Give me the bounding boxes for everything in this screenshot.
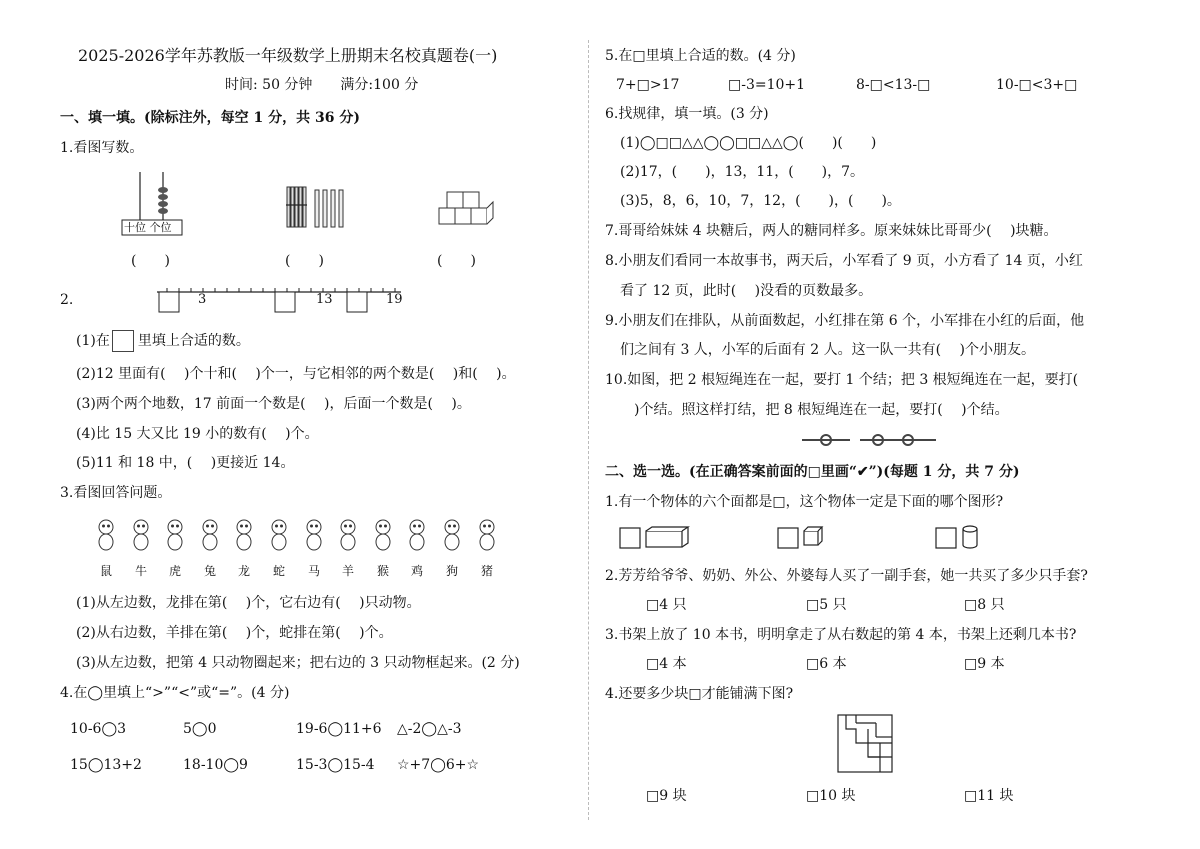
animal-name: 牛: [134, 564, 147, 578]
animal-name: 猪: [480, 564, 493, 578]
q4-r2-2: 18-10◯9: [183, 757, 248, 773]
q4-r1-1: 10-6◯3: [70, 721, 127, 737]
q4-r1-3: 19-6◯11+6: [296, 721, 382, 737]
animal-figure[interactable]: [440, 518, 464, 552]
q8-line-2: 看了 12 页，此时( )没看的页数最多。: [620, 283, 873, 299]
q3-item-2: (2)从右边数，羊排在第( )个，蛇排在第( )个。: [76, 625, 393, 641]
q9-line-2: 们之间有 3 人，小军的后面有 2 人。这一队一共有( )个小朋友。: [620, 342, 1035, 358]
q5-item-1: 7+□>17: [616, 77, 680, 93]
q1-answer-blank-1[interactable]: ( ): [131, 253, 170, 269]
animal-figure[interactable]: [163, 518, 187, 552]
option-c-checkbox: [936, 528, 956, 548]
section2-heading: 二、选一选。(在正确答案前面的□里画“✔”)(每题 1 分，共 7 分): [605, 464, 1020, 480]
column-divider: [588, 40, 589, 820]
animal-figure[interactable]: [94, 518, 118, 552]
q4-r2-3: 15-3◯15-4: [296, 757, 375, 773]
page-title: 2025-2026学年苏教版一年级数学上册期末名校真题卷(一): [78, 46, 498, 65]
q2-item-4: (4)比 15 大又比 19 小的数有( )个。: [76, 426, 319, 442]
q2-item-2: (2)12 里面有( )个十和( )个一，与它相邻的两个数是( )和( )。: [76, 366, 516, 382]
animal-name: 虎: [168, 564, 181, 578]
option-a-checkbox: [620, 528, 640, 548]
tick-label-19: 19: [386, 292, 403, 307]
q5-label: 5.在□里填上合适的数。(4 分): [605, 48, 796, 64]
q1-answer-blank-3[interactable]: ( ): [437, 253, 476, 269]
animal-figure[interactable]: [232, 518, 256, 552]
q1-answer-blank-2[interactable]: ( ): [285, 253, 324, 269]
q1-label: 1.看图写数。: [60, 140, 144, 156]
s2-q2-label: 2.芳芳给爷爷、奶奶、外公、外婆每人买了一副手套，她一共买了多少只手套?: [605, 568, 1088, 584]
s2-q2-opt-c[interactable]: □8 只: [964, 597, 1005, 613]
q6-item-1: (1)◯□□△△◯◯□□△△◯( )( ): [620, 135, 877, 151]
animal-name: 龙: [237, 564, 250, 578]
q3-label: 3.看图回答问题。: [60, 485, 172, 501]
q4-label: 4.在◯里填上“>”“<”或“=”。(4 分): [60, 685, 290, 701]
q4-r1-4: △-2◯△-3: [397, 721, 462, 737]
animal-figure[interactable]: [129, 518, 153, 552]
abacus-label: 十位 个位: [124, 221, 172, 234]
section1-heading: 一、填一填。(除标注外，每空 1 分，共 36 分): [60, 110, 360, 126]
animal-name: 蛇: [272, 564, 285, 578]
animal-figure[interactable]: [198, 518, 222, 552]
s2-q2-opt-b[interactable]: □5 只: [806, 597, 847, 613]
q3-item-3: (3)从左边数，把第 4 只动物圈起来；把右边的 3 只动物框起来。(2 分): [76, 655, 520, 671]
s2-q3-label: 3.书架上放了 10 本书，明明拿走了从右数起的第 4 本，书架上还剩几本书?: [605, 627, 1077, 643]
s2-q1-label: 1.有一个物体的六个面都是□，这个物体一定是下面的哪个图形?: [605, 494, 1004, 510]
animal-name: 兔: [203, 564, 216, 578]
number-line-box-1: [159, 292, 179, 312]
s2-q4-opt-b[interactable]: □10 块: [806, 788, 856, 804]
number-line-box-3: [347, 292, 367, 312]
animal-figure[interactable]: [267, 518, 291, 552]
q2-item-3: (3)两个两个地数，17 前面一个数是( )，后面一个数是( )。: [76, 396, 471, 412]
q6-item-2: (2)17，( )，13，11，( )，7。: [620, 164, 865, 180]
q5-item-2: □-3=10+1: [728, 77, 806, 93]
q10-line-2: )个结。照这样打结，把 8 根短绳连在一起，要打( )个结。: [634, 402, 1009, 418]
animal-figure[interactable]: [302, 518, 326, 552]
animal-name: 狗: [445, 564, 458, 578]
q4-r1-2: 5◯0: [183, 721, 217, 737]
s2-q3-opt-c[interactable]: □9 本: [964, 656, 1005, 672]
s2-q4-opt-a[interactable]: □9 块: [646, 788, 687, 804]
s2-q1-shape-options: [618, 525, 1038, 555]
animal-name: 猴: [376, 564, 389, 578]
s2-q3-opt-b[interactable]: □6 本: [806, 656, 847, 672]
cubes-figure: [437, 190, 497, 235]
q2-label: 2.: [60, 292, 74, 308]
animal-figure[interactable]: [405, 518, 429, 552]
rope-knots-figure: [800, 430, 940, 450]
q10-line-1: 10.如图，把 2 根短绳连在一起，要打 1 个结；把 3 根短绳连在一起，要打(: [605, 372, 1079, 388]
animal-figure[interactable]: [371, 518, 395, 552]
number-line: [155, 282, 405, 322]
s2-q4-opt-c[interactable]: □11 块: [964, 788, 1014, 804]
number-line-box-2: [275, 292, 295, 312]
q9-line-1: 9.小朋友们在排队，从前面数起，小红排在第 6 个，小军排在小红的后面，他: [605, 313, 1085, 329]
option-b-checkbox: [778, 528, 798, 548]
tick-label-3: 3: [198, 292, 207, 307]
s2-q2-opt-a[interactable]: □4 只: [646, 597, 687, 613]
q5-item-3: 8-□<13-□: [856, 77, 931, 93]
q5-item-4: 10-□<3+□: [996, 77, 1078, 93]
q2-item-5: (5)11 和 18 中，( )更接近 14。: [76, 455, 295, 471]
q6-label: 6.找规律，填一填。(3 分): [605, 106, 769, 122]
animal-figure[interactable]: [336, 518, 360, 552]
tick-label-13: 13: [316, 292, 333, 307]
q8-line-1: 8.小朋友们看同一本故事书，两天后，小军看了 9 页，小方看了 14 页，小红: [605, 253, 1083, 269]
q4-r2-1: 15◯13+2: [70, 757, 142, 773]
q7-text: 7.哥哥给妹妹 4 块糖后，两人的糖同样多。原来妹妹比哥哥少( )块糖。: [605, 223, 1058, 239]
q3-item-1: (1)从左边数，龙排在第( )个，它右边有( )只动物。: [76, 595, 421, 611]
sticks-figure: [285, 185, 355, 230]
q4-r2-4: ☆+7◯6+☆: [397, 757, 480, 773]
q2-box-icon: [112, 330, 134, 352]
q2-item-1: (1)在 里填上合适的数。: [76, 333, 250, 349]
animal-figure[interactable]: [475, 518, 499, 552]
animal-name: 马: [307, 564, 320, 578]
s2-q4-label: 4.还要多少块□才能铺满下图?: [605, 686, 794, 702]
animal-name: 鸡: [410, 564, 423, 578]
animal-name: 鼠: [99, 564, 112, 578]
tiling-figure: [836, 713, 896, 775]
exam-meta: 时间: 50 分钟 满分:100 分: [225, 77, 419, 93]
s2-q3-opt-a[interactable]: □4 本: [646, 656, 687, 672]
q6-item-3: (3)5，8，6，10，7，12，( )，( )。: [620, 193, 901, 209]
animal-name: 羊: [341, 564, 354, 578]
